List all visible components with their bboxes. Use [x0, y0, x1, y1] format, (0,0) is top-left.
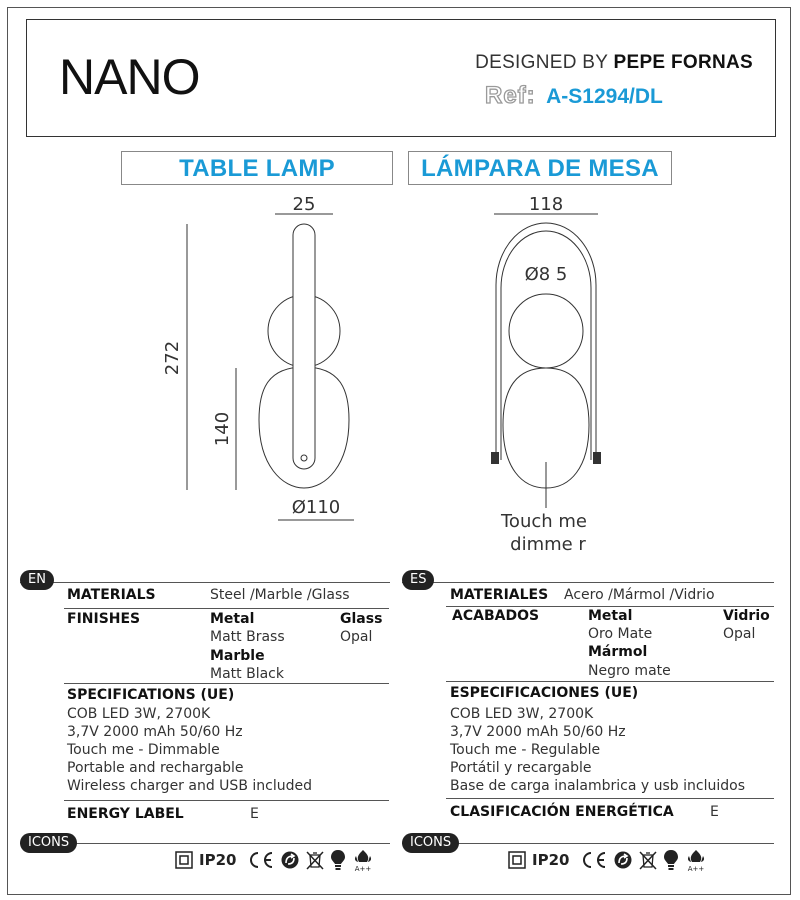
tag-es: ES — [402, 570, 434, 590]
recycle-icon — [613, 850, 633, 870]
double-insulation-icon — [175, 851, 193, 869]
marmol-label: Mármol — [588, 644, 648, 660]
spec-line-es: Touch me - Regulable — [450, 742, 601, 758]
vidrio-value: Opal — [723, 626, 756, 642]
section-en — [20, 570, 394, 870]
title-es: LÁMPARA DE MESA — [408, 151, 672, 185]
finishes-label: FINISHES — [67, 611, 141, 627]
materiales-value: Acero /Mármol /Vidrio — [564, 587, 715, 603]
section-es — [402, 570, 776, 870]
energy-class-icon — [685, 848, 707, 872]
right-pivot — [593, 452, 601, 464]
icons-tag-es: ICONS — [402, 833, 459, 853]
double-insulation-icon — [508, 851, 526, 869]
marble-label: Marble — [210, 648, 265, 664]
metal-label-es: Metal — [588, 608, 633, 624]
touch-label-line2: dimme r — [510, 534, 586, 555]
icons-row-es — [508, 848, 707, 872]
spec-line: COB LED 3W, 2700K — [67, 706, 211, 722]
materials-label: MATERIALS — [67, 587, 156, 603]
clasificacion-value: E — [710, 804, 719, 820]
left-pivot — [491, 452, 499, 464]
ce-mark-icon — [579, 851, 607, 869]
energy-value: E — [250, 806, 259, 822]
specs-label: SPECIFICATIONS (UE) — [67, 687, 235, 703]
vidrio-label: Vidrio — [723, 608, 770, 624]
ce-mark-icon — [246, 851, 274, 869]
tag-en: EN — [20, 570, 54, 590]
materials-value: Steel /Marble /Glass — [210, 587, 350, 603]
touch-label-line1: Touch me — [501, 511, 587, 532]
ip-rating: IP20 — [199, 851, 237, 869]
spec-line-es: 3,7V 2000 mAh 50/60 Hz — [450, 724, 626, 740]
metal-value-es: Oro Mate — [588, 626, 653, 642]
metal-label: Metal — [210, 611, 255, 627]
energy-label: ENERGY LABEL — [67, 806, 184, 822]
energy-icon-text: A++ — [355, 865, 372, 872]
acabados-label: ACABADOS — [452, 608, 540, 624]
icons-row-en — [175, 848, 374, 872]
icons-tag: ICONS — [20, 833, 77, 853]
marmol-value: Negro mate — [588, 663, 671, 679]
spec-line-es: Base de carga inalambrica y usb incluidos — [450, 778, 745, 794]
spec-line: 3,7V 2000 mAh 50/60 Hz — [67, 724, 243, 740]
especificaciones-label: ESPECIFICACIONES (UE) — [450, 685, 639, 701]
ref-code: A-S1294/DL — [546, 85, 663, 108]
side-stem — [293, 224, 315, 469]
weee-bin-icon — [306, 850, 324, 870]
spec-line: Wireless charger and USB included — [67, 778, 312, 794]
spec-line: Touch me - Dimmable — [67, 742, 220, 758]
led-bulb-icon — [663, 849, 679, 871]
spec-line: Portable and rechargable — [67, 760, 244, 776]
base-height-label: 140 — [212, 411, 233, 447]
glass-label: Glass — [340, 611, 383, 627]
base-diameter-label: Ø110 — [291, 497, 341, 518]
spec-line-es: COB LED 3W, 2700K — [450, 706, 594, 722]
clasificacion-label: CLASIFICACIÓN ENERGÉTICA — [450, 804, 674, 820]
spec-line-es: Portátil y recargable — [450, 760, 592, 776]
side-width-label: 25 — [292, 194, 316, 215]
front-globe — [509, 294, 583, 368]
product-name: NANO — [59, 49, 200, 105]
metal-value: Matt Brass — [210, 629, 285, 645]
energy-class-icon — [352, 848, 374, 872]
glass-value: Opal — [340, 629, 373, 645]
ip-rating-es: IP20 — [532, 851, 570, 869]
materiales-label: MATERIALES — [450, 587, 549, 603]
energy-icon-text-es: A++ — [688, 865, 705, 872]
title-en: TABLE LAMP — [121, 151, 393, 185]
designed-by-label: DESIGNED BY — [475, 52, 608, 73]
height-label: 272 — [162, 340, 183, 376]
ref-label: Ref: — [485, 82, 536, 109]
weee-bin-icon — [639, 850, 657, 870]
marble-value: Matt Black — [210, 666, 284, 682]
recycle-icon — [280, 850, 300, 870]
led-bulb-icon — [330, 849, 346, 871]
designer-name: PEPE FORNAS — [613, 52, 753, 73]
globe-diameter-label: Ø8 5 — [524, 264, 568, 285]
front-width-label: 118 — [528, 194, 564, 215]
